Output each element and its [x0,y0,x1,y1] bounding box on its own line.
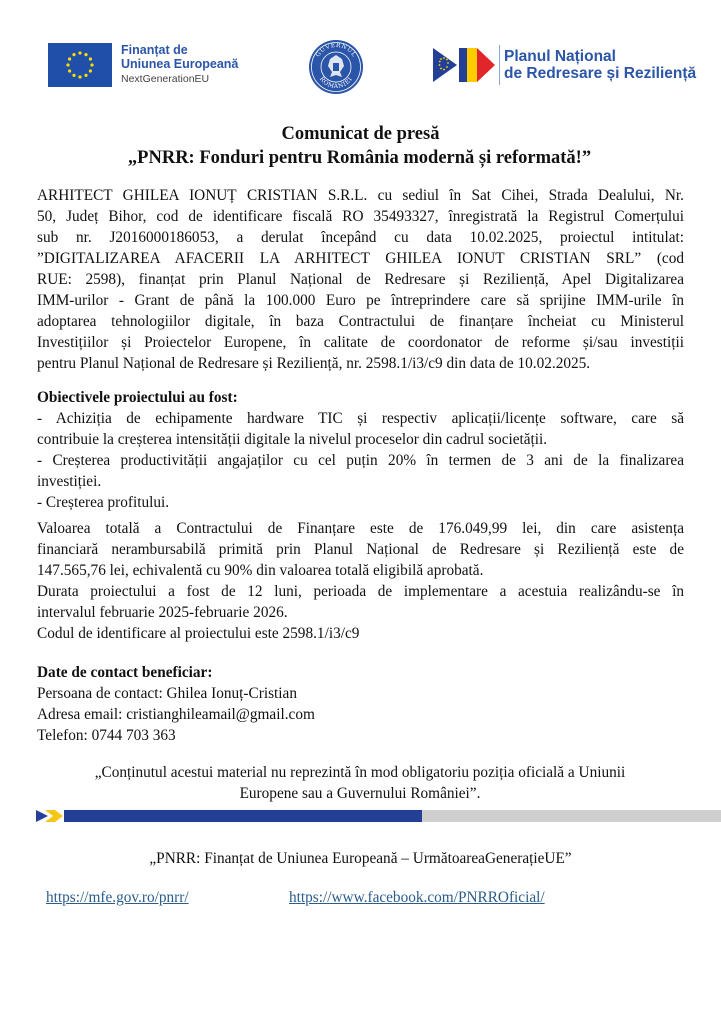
eu-logo-text [121,43,238,87]
pnrr-logo-separator [499,45,500,85]
title-line2: „PNRR: Fonduri pentru România modernă și reformată!” [127,148,592,168]
intro-line: pentru Planul Național de Redresare și Reziliență, nr. 2598.1/i3/c9 din data de 10.02.2025. [37,355,591,372]
intro-line: adoptarea tehnologiilor digitale, în baza Contractului de finanțare încheiat cu Ministerul [37,313,684,330]
financial-line: financiară nerambursabilă primită prin Planul Național de Redresare și Reziliență este de [37,541,684,558]
divider-blue-segment [64,810,422,822]
intro-line: ”DIGITALIZAREA AFACERII LA ARHITECT GHILEA IONUT CRISTIAN SRL” (cod [37,250,684,267]
objective-line: contribuie la creșterea intensității digitale la nivelul proceselor din cadrul societății. [37,431,548,448]
objective-line: - Creșterea profitului. [37,494,170,511]
intro-line: RUE: 2598), finanțat prin Planul Național de Redresare și Reziliență, Apel Digitalizarea [37,271,684,288]
financial-line: 147.565,76 lei, echivalentă cu 90% din valoarea totală eligibilă aprobată. [37,562,484,579]
footer-slogan: „PNRR: Finanțat de Uniunea Europeană – UrmătoareaGenerațieUE” [149,850,572,867]
divider-grey-segment [422,810,721,822]
contact-person: Persoana de contact: Ghilea Ionuț-Cristian [37,685,297,702]
intro-line: ARHITECT GHILEA IONUȚ CRISTIAN S.R.L. cu sediul în Sat Cihei, Strada Dealului, Nr. [37,187,684,204]
contact-section [37,662,684,746]
disclaimer [30,762,690,804]
intro-line: sub nr. J2016000186053, a derulat începând cu data 10.02.2025, proiectul intitulat: [37,229,684,246]
pnrr-arrows-icon [433,46,495,84]
link-facebook-pnrr[interactable]: https://www.facebook.com/PNRROficial/ [289,889,545,906]
svg-text:ROMÂNIEI: ROMÂNIEI [317,75,355,91]
svg-text:GUVERNUL: GUVERNUL [314,41,358,59]
header-logos [0,0,721,110]
financial-line: Valoarea totală a Contractului de Finanțare este de 176.049,99 lei, din care asistența [37,520,684,537]
objective-line: - Achiziția de echipamente hardware TIC și respectiv aplicații/licențe software, care să [37,410,684,427]
eu-funding-logo [48,43,238,87]
objectives-section [37,387,684,513]
intro-line: Investițiilor și Proiectelor Europene, în calitate de coordonator de reforme și/sau investiții [37,334,684,351]
financial-line: Durata proiectului a fost de 12 luni, perioada de implementare a acestuia realizându-se în [37,583,684,600]
contact-email: Adresa email: cristianghileamail@gmail.com [37,706,315,723]
pnrr-logo-text [504,48,696,82]
financial-line: intervalul februarie 2025-februarie 2026. [37,604,288,621]
eu-logo-line1: Finanțat de [121,43,188,57]
contact-phone: Telefon: 0744 703 363 [37,727,176,744]
footer-divider-bar [36,810,721,822]
disclaimer-line1: „Conținutul acestui material nu reprezintă în mod obligatoriu poziția oficială a Uniunii [94,764,626,781]
footer-links [46,887,545,908]
contact-heading: Date de contact beneficiar: [37,664,213,681]
objectives-heading: Obiectivele proiectului au fost: [37,389,238,406]
disclaimer-line2: Europene sau a Guvernului României”. [239,785,481,802]
intro-paragraph [37,185,684,374]
eu-flag-icon [48,43,112,87]
guvernul-romaniei-seal-icon [308,39,364,95]
financial-paragraph [37,518,684,644]
financial-line: Codul de identificare al proiectului este 2598.1/i3/c9 [37,625,360,642]
pnrr-logo-line2: de Redresare și Reziliență [504,65,697,82]
eu-logo-line2: Uniunea Europeană [121,57,239,71]
objective-line: - Creșterea productivității angajaților cu cel puțin 20% în termen de 3 ani de la finalizarea [37,452,684,469]
title-line1: Comunicat de presă [281,124,440,144]
pnrr-logo-line1: Planul Național [504,48,616,65]
press-release-title [0,122,721,170]
pnrr-logo [433,45,696,85]
eu-logo-line3: NextGenerationEU [121,73,210,85]
link-mfe-pnrr[interactable]: https://mfe.gov.ro/pnrr/ [46,889,189,906]
intro-line: 50, Județ Bihor, cod de identificare fiscală RO 35493327, înregistrată la Registrul Comerțului [37,208,684,225]
intro-line: IMM-urilor - Grant de până la 100.000 Euro pe întreprindere care să sprijine IMM-urile în [37,292,684,309]
objective-line: investiției. [37,473,102,490]
